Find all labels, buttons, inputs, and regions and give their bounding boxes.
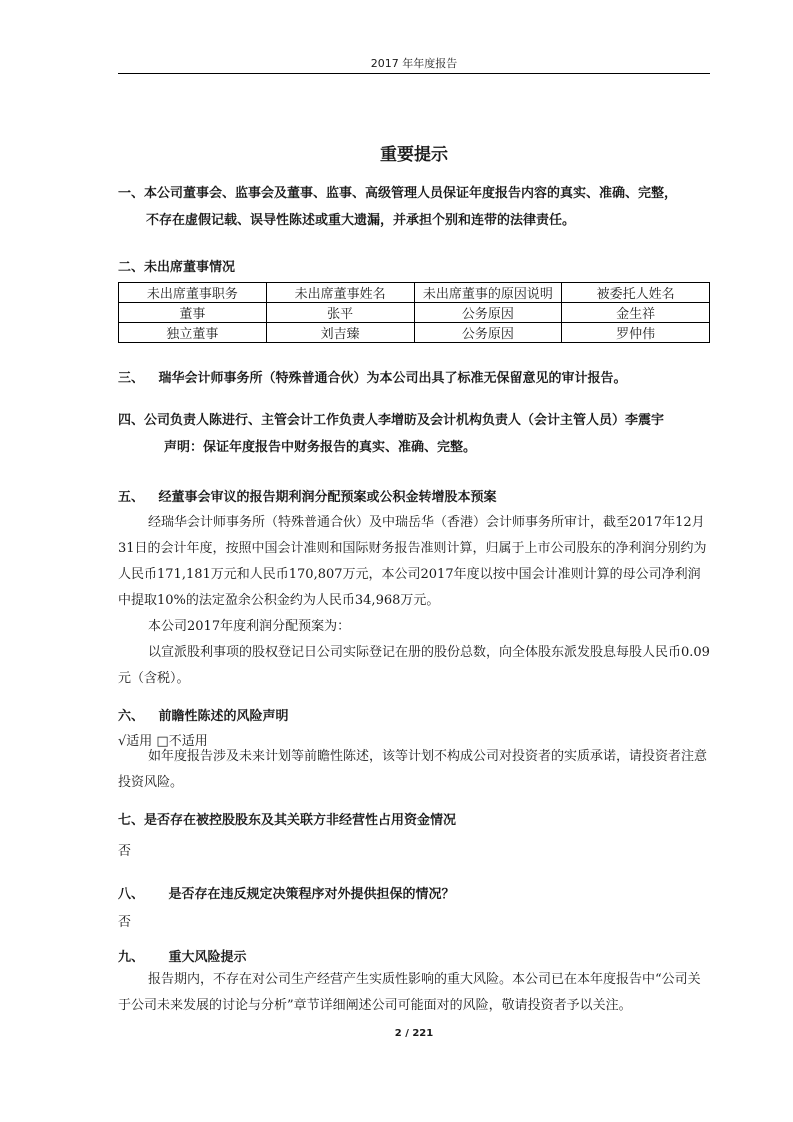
absent-directors-table	[118, 282, 710, 343]
section8-heading	[118, 883, 455, 902]
table-header-cell: 未出席董事姓名	[266, 283, 414, 303]
section6-number: 六、	[118, 709, 145, 724]
page-title: 重要提示	[380, 145, 448, 165]
table-cell: 董事	[119, 303, 267, 323]
table-row	[119, 303, 710, 323]
section9-title: 重大风险提示	[168, 950, 247, 965]
section3-heading	[118, 367, 627, 386]
section3-number: 三、	[118, 371, 145, 386]
table-header-cell: 未出席董事的原因说明	[414, 283, 562, 303]
section6-title: 前瞻性陈述的风险声明	[158, 709, 289, 724]
section5-paragraph-2: 本公司2017年度利润分配预案为：	[148, 619, 351, 634]
section1-line1: 一、本公司董事会、监事会及董事、监事、高级管理人员保证年度报告内容的真实、准确、完整，	[118, 186, 678, 201]
table-cell: 公务原因	[414, 303, 562, 323]
section5-heading	[118, 486, 497, 505]
section5-paragraph-3: 以宣派股利事项的股权登记日公司实际登记在册的股份总数，向全体股东派发股息每股人民币0.09元（含税）。	[118, 645, 710, 686]
table-cell: 公务原因	[414, 323, 562, 343]
section5-paragraph-1: 经瑞华会计师事务所（特殊普通合伙）及中瑞岳华（香港）会计师事务所审计，截至2017年12月31日的会计年度，按照中国会计准则和国际财务报告准则计算，归属于上市公司股东的净利润分别约为人民币171,181万元和人民币170,807万元，本公司2017年度以按中国会计准则计算的母公司净利润中提取10%的法定盈余公积金约为人民币34,968万元。	[118, 515, 707, 608]
table-cell: 张平	[266, 303, 414, 323]
section9-heading	[118, 946, 247, 965]
section8-answer: 否	[118, 915, 132, 930]
section2-heading: 二、未出席董事情况	[118, 260, 236, 275]
section6-heading	[118, 705, 289, 724]
applicable-status: √适用 □不适用	[118, 734, 208, 749]
section9-number: 九、	[118, 950, 145, 965]
section5-title: 经董事会审议的报告期利润分配预案或公积金转增股本预案	[158, 490, 497, 505]
table-header-cell: 被委托人姓名	[562, 283, 710, 303]
section6-paragraph: 如年度报告涉及未来计划等前瞻性陈述，该等计划不构成公司对投资者的实质承诺，请投资者注意投资风险。	[118, 749, 708, 790]
section5-number: 五、	[118, 490, 145, 505]
page-number: 2 / 221	[394, 1028, 434, 1039]
table-cell: 独立董事	[119, 323, 267, 343]
table-header-row	[119, 283, 710, 303]
table-header-cell: 未出席董事职务	[119, 283, 267, 303]
section8-number: 八、	[118, 887, 145, 902]
section9-paragraph: 报告期内，不存在对公司生产经营产生实质性影响的重大风险。本公司已在本年度报告中“公司关于公司未来发展的讨论与分析”章节详细阐述公司可能面对的风险，敬请投资者予以关注。	[118, 972, 701, 1013]
section8-title: 是否存在违反规定决策程序对外提供担保的情况？	[168, 887, 455, 902]
table-row	[119, 323, 710, 343]
section4-line2: 声明：保证年度报告中财务报告的真实、准确、完整。	[164, 440, 477, 455]
section7-answer: 否	[118, 844, 132, 859]
section3-text: 瑞华会计师事务所（特殊普通合伙）为本公司出具了标准无保留意见的审计报告。	[158, 371, 627, 386]
table-cell: 罗仲伟	[562, 323, 710, 343]
section7-heading: 七、是否存在被控股股东及其关联方非经营性占用资金情况	[118, 813, 457, 828]
running-title: 2017 年年度报告	[370, 57, 458, 70]
table-cell: 刘吉臻	[266, 323, 414, 343]
table-cell: 金生祥	[562, 303, 710, 323]
section1-line2: 不存在虚假记载、误导性陈述或重大遗漏，并承担个别和连带的法律责任。	[146, 213, 576, 228]
section4-line1: 四、公司负责人陈进行、主管会计工作负责人李增昉及会计机构负责人（会计主管人员）李震宇	[118, 413, 665, 428]
running-header	[118, 56, 710, 74]
